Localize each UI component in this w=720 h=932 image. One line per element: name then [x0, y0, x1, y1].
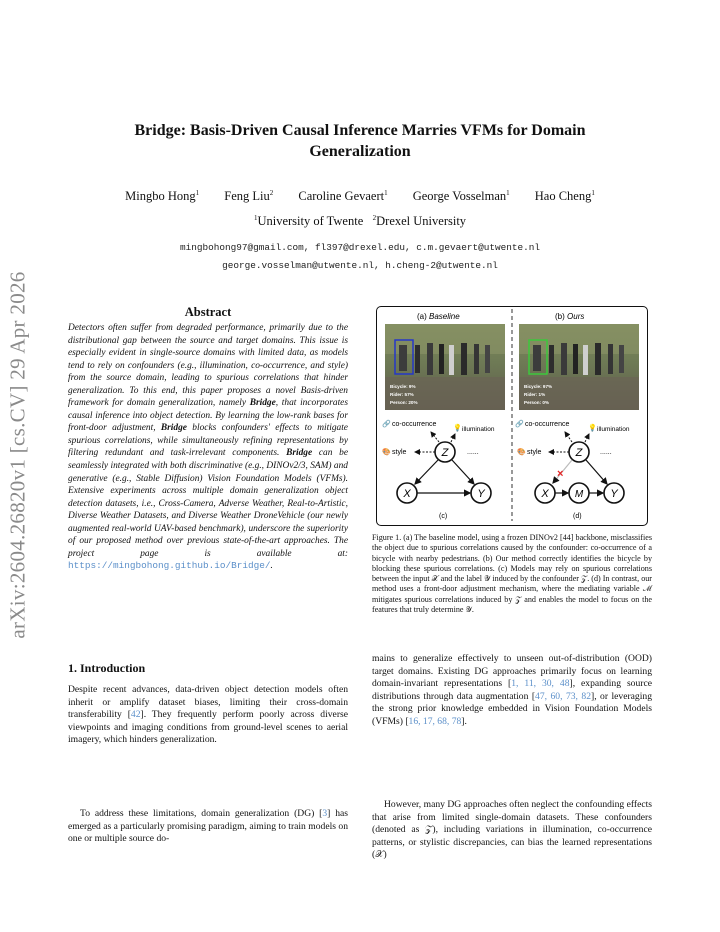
citation-link[interactable]: 1, 11, 30, 48	[511, 678, 570, 690]
intro-paragraph-2: To address these limitations, domain generalization (DG) [3] has emerged as a particularly promising paradigm, aiming to train models on one or multiple source do-	[68, 808, 348, 845]
svg-text:Y: Y	[610, 488, 618, 500]
arxiv-stamp	[0, 260, 38, 650]
project-page-link[interactable]: https://mingbohong.github.io/Bridge/	[68, 560, 271, 572]
intro-paragraph-3: However, many DG approaches often neglect the confounding effects that arise from limited single-domain datasets. These confounders (denoted as 𝒵), including variations in illumination, co-occurrence patterns, or stylistic discrepancies, can bias the learned representations (𝒳)	[372, 799, 652, 861]
author-emails: mingbohong97@gmail.com, fl397@drexel.edu, c.m.gevaert@utwente.nl george.vosselman@utwente.nl, h.cheng-2@utwente.nl	[179, 242, 541, 271]
baseline-scene-image	[385, 324, 505, 410]
citation-link[interactable]: 47, 60, 73, 82	[535, 690, 591, 702]
figure-1-graphic	[377, 307, 647, 525]
palette-icon: 🎨	[517, 449, 526, 456]
link-icon: 🔗	[382, 421, 391, 428]
svg-text:Z: Z	[575, 447, 583, 459]
ours-stat: Person: 0%	[524, 400, 550, 405]
co-occurrence-label: co-occurrence	[392, 421, 437, 428]
baseline-stat: Bicycle: 9%	[390, 384, 416, 389]
title-line-1: Bridge: Basis-Driven Causal Inference Marries VFMs for Domain	[134, 122, 586, 139]
panel-label-d: (d)	[573, 513, 582, 520]
panel-label-a: (a) Baseline	[417, 312, 460, 321]
citation-link[interactable]: 16, 17, 68, 78	[408, 715, 462, 727]
section-heading-introduction: 1. Introduction	[68, 661, 146, 675]
co-occurrence-label: co-occurrence	[525, 421, 570, 428]
svg-text:Y: Y	[477, 488, 485, 500]
abstract-text: Detectors often suffer from degraded performance, primarily due to the distributional gap between the source and target domains. This issue is especially evident in single-source domains with limited data, as models tend to rely on confounders (e.g., illumination, co-occurrence, and style) from the source domain, leading to spurious correlations that hinder generalization. To this end, this paper proposes a novel Basis-driven framework for domain generalization, namely Bridge, that incorporates causal inference into object detection. By learning the low-rank bases for front-door adjustment, Bridge blocks confounders' effects to mitigate spurious correlations, while simultaneously refining representations by filtering redundant and task-irrelevant components. Bridge can be seamlessly integrated with both discriminative (e.g., DINOv2/3, SAM) and generative (e.g., Stable Diffusion) Vision Foundation Models (VFMs). Extensive experiments across multiple domain generalization object detection datasets, i.e., Cross-Camera, Adverse Weather, Real-to-Artistic, Diverse Weather Datasets, and Diverse Weather DroneVehicle (our newly augmented real-world UAV-based benchmark), underscore the superiority of our proposed method over previous state-of-the-art approaches. The project page is available at: https://mingbohong.github.io/Bridge/.	[68, 323, 348, 572]
author: Hao Cheng$^1$	[534, 189, 595, 204]
intro-paragraph-continued: mains to generalize effectively to unseen out-of-distribution (OOD) target domains. Existing DG approaches primarily focus on learning domain-invariant representations [1, 11, 30, 48], expanding source distributions through data augmentation [47, 60, 73, 82], or leveraging the strong prior knowledge embedded in Vision Foundation Models (VFMs) [16, 17, 68, 78].	[372, 653, 652, 727]
causal-graph-c	[382, 419, 495, 520]
baseline-stat: Person: 20%	[390, 400, 418, 405]
figure-1	[376, 306, 648, 526]
author: George Vosselman$^1$	[412, 189, 510, 204]
author-list	[60, 189, 660, 204]
figure-1-caption: Figure 1. (a) The baseline model, using a frozen DINOv2 [44] backbone, misclassifies the object due to spurious correlations caused by the confounder: co-occurrence of a bicycle with nearby pedestrians. (b) Our method correctly identifies the bicycle by blocking these spurious correlations. (c) Models may rely on spurious correlations between the input 𝒳 and the label 𝒴 induced by the confounder 𝒵. (d) In contrast, our method uses a front-door adjustment mechanism, where the mediating variable ℳ mitigates spurious correlations induced by 𝒵 and enables the model to focus on the features that truly determine 𝒴.	[372, 533, 652, 614]
ellipsis-label: ......	[600, 449, 612, 456]
svg-text:X: X	[403, 488, 411, 500]
ellipsis-label: ......	[467, 449, 479, 456]
ours-stat: Rider: 1%	[524, 392, 546, 397]
svg-text:Z: Z	[441, 447, 449, 459]
citation-link[interactable]: 42	[130, 709, 141, 721]
abstract-heading: Abstract	[184, 305, 232, 319]
arxiv-id: arXiv:2604.26820v1 [cs.CV] 29 Apr 2026	[5, 271, 30, 639]
panel-label-c: (c)	[439, 513, 448, 520]
author: Feng Liu$^2$	[224, 189, 274, 204]
style-label: style	[527, 449, 542, 456]
ours-scene-image	[519, 324, 639, 410]
citation-link[interactable]: 3	[322, 808, 328, 819]
illumination-label: illumination	[597, 426, 630, 433]
illumination-label: illumination	[462, 426, 495, 433]
affiliations: $^1$University of Twente $^2$Drexel University	[253, 214, 467, 229]
intro-paragraph-1: Despite recent advances, data-driven object detection models often inherit or amplify dataset biases, limiting their cross-domain transferability [42]. They frequently perform poorly across diverse viewpoints and imaging conditions from ground-level scenes to aerial imagery, which hinders generalization.	[68, 684, 349, 746]
bulb-icon: 💡	[453, 425, 462, 432]
title-line-2: Generalization	[309, 143, 411, 160]
baseline-stat: Rider: 57%	[390, 392, 414, 397]
svg-text:M: M	[574, 489, 584, 500]
author: Caroline Gevaert$^1$	[298, 189, 388, 204]
palette-icon: 🎨	[382, 449, 391, 456]
causal-graph-d	[515, 419, 630, 520]
author: Mingbo Hong$^1$	[125, 189, 200, 204]
style-label: style	[392, 449, 407, 456]
svg-text:X: X	[541, 488, 549, 500]
paper-title	[80, 120, 640, 162]
link-icon: 🔗	[515, 421, 524, 428]
blocked-path-mark: ×	[557, 468, 564, 480]
bulb-icon: 💡	[588, 425, 597, 432]
ours-stat: Bicycle: 97%	[524, 384, 553, 389]
panel-label-b: (b) Ours	[555, 312, 585, 321]
